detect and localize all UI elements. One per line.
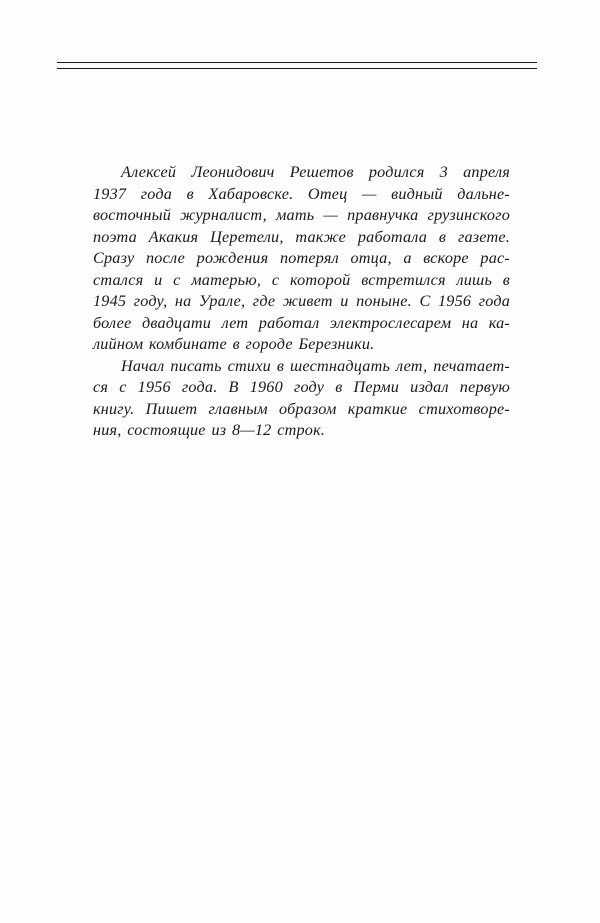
biography-paragraph xyxy=(93,162,510,356)
text-line: лийном комбинате в городе Березники. xyxy=(93,335,375,353)
text-line: поэта Акакия Церетели, также работала в газете. xyxy=(93,227,510,246)
text-line: 1945 году, на Урале, где живет и поныне. С 1956 года xyxy=(93,292,510,310)
text-line: 1937 года в Хабаровске. Отец — видный дальне- xyxy=(93,184,510,203)
text-line: ния, состоящие из 8—12 строк. xyxy=(93,421,326,439)
text-line: стался и с матерью, с которой встретился лишь в xyxy=(93,270,510,289)
biography-paragraph xyxy=(93,356,510,442)
biography-text xyxy=(93,162,510,442)
top-double-rule xyxy=(57,62,537,69)
text-line: книгу. Пишет главным образом краткие стихотворе- xyxy=(93,399,510,418)
text-line: ся с 1956 года. В 1960 году в Перми издал первую xyxy=(93,378,510,396)
text-line: Алексей Леонидович Решетов родился 3 апреля xyxy=(121,163,510,181)
text-line: Начал писать стихи в шестнадцать лет, печатает- xyxy=(121,356,510,375)
text-line: более двадцати лет работал электрослесарем на ка- xyxy=(93,313,510,332)
text-line: восточный журналист, мать — правнучка грузинского xyxy=(93,206,510,224)
text-line: Сразу после рождения потерял отца, а вскоре рас- xyxy=(93,249,510,267)
